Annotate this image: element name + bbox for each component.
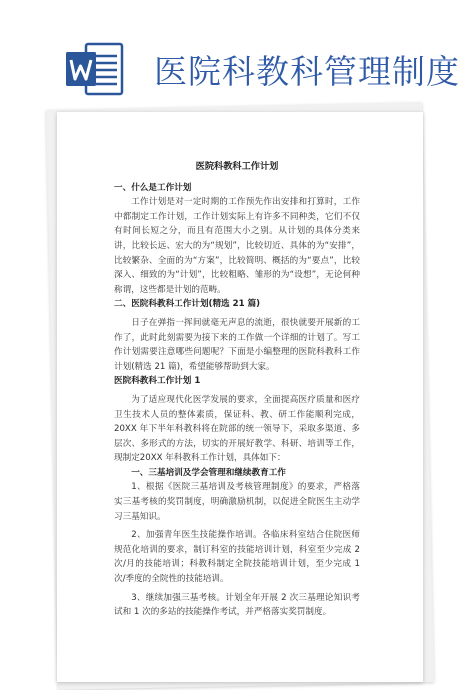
document-body: [114, 160, 360, 620]
section-heading: 一、三基培训及学会管理和继续教育工作: [131, 467, 286, 478]
paragraph: 为了适应现代化医学发展的要求，全面提高医疗质量和医疗卫生技术人员的整体素质，保证科、教、研工作能顺利完成，20XX 年下半年科教科将在院部的统一领导下，采取多渠道、多层次、多形式的方法，切实的开展好教学、科研、培训等工作，现制定20XX 年科教科工作计划，具体如下：: [114, 394, 360, 464]
section-heading: 二、医院科教科工作计划(精选 21 篇): [114, 299, 261, 310]
section-heading: 一、什么是工作计划: [114, 182, 192, 193]
paragraph: 工作计划是对一定时期的工作预先作出安排和打算时，工作中都制定工作计划，工作计划实际上有许多不同种类，它们不仅有时间长短之分，而且有范围大小之别。从计划的具体分类来讲，比较长远、宏大的为“规划”，比较切近、具体的为“安排”，比较繁杂、全面的为“方案”，比较简明、概括的为“要点”，比较深入、细致的为“计划”，比较粗略、雏形的为“设想”，无论何种称谓，这些都是计划的范畴。: [114, 197, 360, 295]
document-title-banner: 医院科教科管理制度: [154, 52, 460, 91]
word-document-icon: [66, 42, 124, 96]
document-heading: 医院科教科工作计划: [195, 161, 279, 172]
paragraph: 日子在弹指一挥间就毫无声息的流逝，很快就要开展新的工作了，此时此刻需要为接下来的工作做一个详细的计划了。写工作计划需要注意哪些问题呢？下面是小编整理的医院科教科工作计划(精选 21 篇)，希望能够帮助到大家。: [114, 317, 360, 372]
document-banner: [0, 0, 474, 100]
list-item: 3、继续加强三基考核。计划全年开展 2 次三基理论知识考试和 1 次的多站的技能操作考试，并严格落实奖罚制度。: [114, 592, 360, 618]
list-item: 1、根据《医院三基培训及考核管理制度》的要求，严格落实三基考核的奖罚制度，明确激励机制，以促进全院医生主动学习三基知识。: [114, 482, 360, 522]
list-item: 2、加强青年医生技能操作培训。各临床科室结合住院医师规范化培训的要求，制订科室的技能培训计划，科室至少完成 2 次/月的技能培训；科教科制定全院技能培训计划，至少完成 1 次/季度的全院性的技能培训。: [114, 530, 360, 585]
plan-subheading: 医院科教科工作计划 1: [114, 376, 201, 387]
